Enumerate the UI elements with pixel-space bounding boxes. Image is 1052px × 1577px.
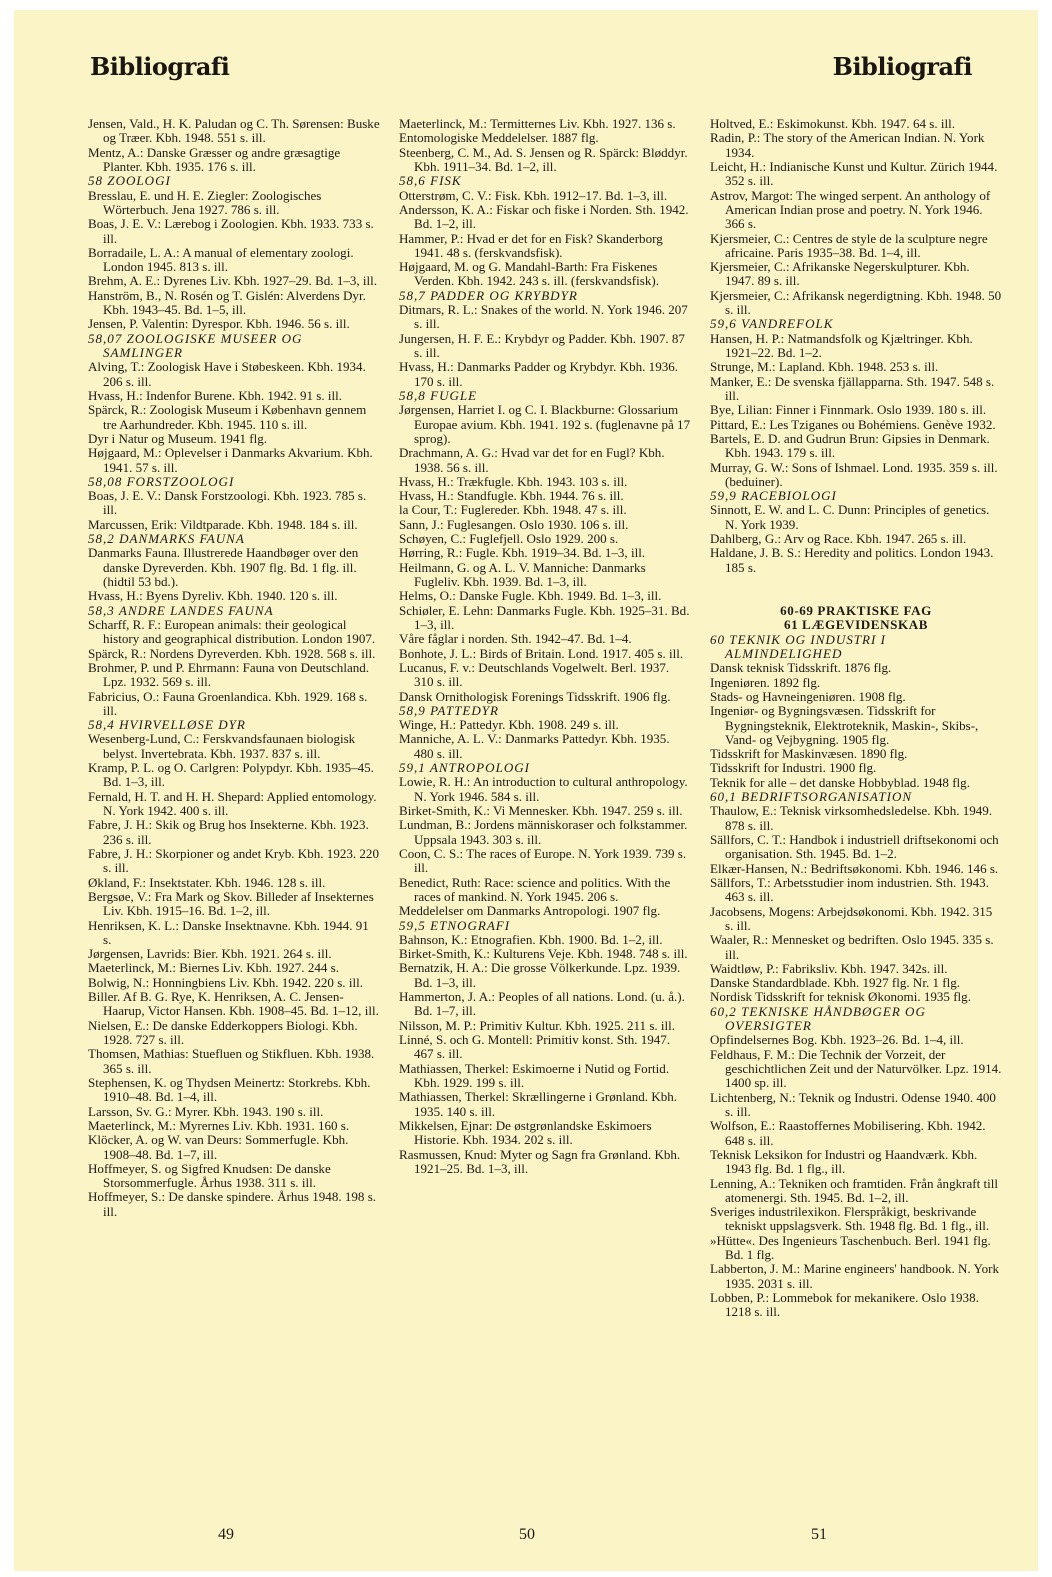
- bibliography-entry: Radin, P.: The story of the American Indian. N. York 1934.: [710, 130, 985, 160]
- section-heading: 58,3 ANDRE LANDES FAUNA: [88, 602, 274, 618]
- section-heading: 60 TEKNIK OG INDUSTRI I ALMINDELIGHED: [710, 631, 886, 661]
- bibliography-entry: Maeterlinck, M.: Termitternes Liv. Kbh. 1927. 136 s.: [399, 116, 676, 131]
- bibliography-entry: Lobben, P.: Lommebok for mekanikere. Oslo 1938. 1218 s. ill.: [710, 1290, 979, 1320]
- bibliography-entry: Borradaile, L. A.: A manual of elementary zoologi. London 1945. 813 s. ill.: [88, 244, 354, 275]
- bibliography-entry: Hammerton, J. A.: Peoples of all nations. Lond. (u. å.). Bd. 1–7, ill.: [399, 989, 685, 1019]
- section-heading: 58 ZOOLOGI: [88, 173, 171, 189]
- bibliography-entry: Nordisk Tidsskrift for teknisk Økonomi. 1935 flg.: [710, 989, 971, 1005]
- bibliography-entry: Linné, S. och G. Montell: Primitiv konst. Sth. 1947. 467 s. ill.: [399, 1032, 671, 1062]
- bibliography-entry: Hanström, B., N. Rosén og T. Gislén: Alverdens Dyr. Kbh. 1943–45. Bd. 1–5, ill.: [88, 287, 366, 318]
- column-right: [710, 117, 1002, 1512]
- bibliography-entry: Sann, J.: Fuglesangen. Oslo 1930. 106 s. ill.: [399, 516, 629, 532]
- bibliography-entry: Hansen, H. P.: Natmandsfolk og Kjæltringer. Kbh. 1921–22. Bd. 1–2.: [710, 330, 973, 360]
- bibliography-entry: Andersson, K. A.: Fiskar och fiske i Norden. Sth. 1942. Bd. 1–2, ill.: [399, 201, 689, 232]
- bibliography-entry: Manker, E.: De svenska fjällapparna. Sth. 1947. 548 s. ill.: [710, 373, 995, 403]
- bibliography-entry: Bartels, E. D. and Gudrun Brun: Gipsies in Denmark. Kbh. 1943. 179 s. ill.: [710, 430, 990, 461]
- bibliography-entry: Jensen, P. Valentin: Dyrespor. Kbh. 1946. 56 s. ill.: [88, 316, 350, 332]
- section-heading: 58,08 FORSTZOOLOGI: [88, 473, 235, 489]
- bibliography-entry: Fabre, J. H.: Skorpioner og andet Kryb. Kbh. 1923. 220 s. ill.: [88, 845, 379, 876]
- section-heading: 58,2 DANMARKS FAUNA: [88, 531, 245, 547]
- section-heading: 59,6 VANDREFOLK: [710, 316, 834, 332]
- bibliography-entry: Klöcker, A. og W. van Deurs: Sommerfugle. Kbh. 1908–48. Bd. 1–7, ill.: [88, 1132, 349, 1162]
- section-heading: 60,2 TEKNISKE HÅNDBØGER OG OVERSIGTER: [710, 1003, 926, 1034]
- bibliography-entry: Sällfors, C. T.: Handbok i industriell driftsekonomi och organisation. Sth. 1945. Bd. 1–2.: [710, 832, 999, 862]
- bibliography-entry: Hammer, P.: Hvad er det for en Fisk? Skanderborg 1941. 48 s. (ferskvandsfisk).: [399, 230, 663, 260]
- bibliography-entry: Henriksen, K. L.: Danske Insektnavne. Kbh. 1944. 91 s.: [88, 917, 369, 947]
- bibliography-entry: Larsson, Sv. G.: Myrer. Kbh. 1943. 190 s. ill.: [88, 1103, 324, 1119]
- bibliography-entry: Maeterlinck, M.: Biernes Liv. Kbh. 1927. 244 s.: [88, 960, 339, 976]
- bibliography-entry: Tidsskrift for Maskinvæsen. 1890 flg.: [710, 746, 908, 762]
- bibliography-entry: Waidtløw, P.: Fabriksliv. Kbh. 1947. 342s. ill.: [710, 960, 948, 976]
- bibliography-entry: Brehm, A. E.: Dyrenes Liv. Kbh. 1927–29. Bd. 1–3, ill.: [88, 273, 378, 289]
- bibliography-entry: Nilsson, M. P.: Primitiv Kultur. Kbh. 1925. 211 s. ill.: [399, 1017, 676, 1033]
- bibliography-entry: Bergsøe, V.: Fra Mark og Skov. Billeder af Insekternes Liv. Kbh. 1915–16. Bd. 1–2, ill.: [88, 888, 374, 919]
- bibliography-entry: Mentz, A.: Danske Græsser og andre græsagtige Planter. Kbh. 1935. 176 s. ill.: [88, 144, 341, 174]
- bibliography-entry: Rasmussen, Knud: Myter og Sagn fra Grønland. Kbh. 1921–25. Bd. 1–3, ill.: [399, 1146, 681, 1176]
- bibliography-entry: Benedict, Ruth: Race: science and politics. With the races of mankind. N. York 1945. 206 s.: [399, 874, 671, 904]
- bibliography-entry: Birket-Smith, K.: Kulturens Veje. Kbh. 1948. 748 s. ill.: [399, 946, 688, 962]
- section-heading: 58,7 PADDER OG KRYBDYR: [399, 287, 578, 303]
- column-left: [88, 117, 380, 1512]
- column-middle: [399, 117, 691, 1512]
- bibliography-entry: Maeterlinck, M.: Myrernes Liv. Kbh. 1931. 160 s.: [88, 1117, 350, 1133]
- section-heading: 58,6 FISK: [399, 173, 462, 189]
- bibliography-entry: Thomsen, Mathias: Stuefluen og Stikfluen. Kbh. 1938. 365 s. ill.: [88, 1046, 375, 1076]
- bibliography-entry: Kramp, P. L. og O. Carlgren: Polypdyr. Kbh. 1935–45. Bd. 1–3, ill.: [88, 760, 374, 790]
- book-page-spread: [14, 10, 1038, 1571]
- bibliography-entry: Lundman, B.: Jordens människoraser och folkstammer. Uppsala 1943. 303 s. ill.: [399, 817, 688, 847]
- bibliography-entry: Tidsskrift for Industri. 1900 flg.: [710, 760, 877, 776]
- bibliography-entry: Schiøler, E. Lehn: Danmarks Fugle. Kbh. 1925–31. Bd. 1–3, ill.: [399, 602, 690, 632]
- bibliography-entry: la Cour, T.: Fuglereder. Kbh. 1948. 47 s. ill.: [399, 502, 627, 518]
- bibliography-entry: Fabricius, O.: Fauna Groenlandica. Kbh. 1929. 168 s. ill.: [88, 688, 368, 718]
- bibliography-entry: Lenning, A.: Tekniken och framtiden. Från ångkraft till atomenergi. Sth. 1945. Bd. 1–2, ill.: [710, 1175, 998, 1205]
- bibliography-entry: Opfindelsernes Bog. Kbh. 1923–26. Bd. 1–4, ill.: [710, 1032, 964, 1048]
- bibliography-entry: Ditmars, R. L.: Snakes of the world. N. York 1946. 207 s. ill.: [399, 302, 688, 332]
- bibliography-entry: Nielsen, E.: De danske Edderkoppers Biologi. Kbh. 1928. 727 s. ill.: [88, 1017, 358, 1047]
- bibliography-entry: Danmarks Fauna. Illustrerede Haandbøger over den danske Dyreverden. Kbh. 1907 flg. Bd. 1 flg. ill. (hidtil 53 bd.).: [88, 545, 359, 589]
- bibliography-entry: Kjersmeier, C.: Afrikansk negerdigtning. Kbh. 1948. 50 s. ill.: [710, 287, 1002, 318]
- bibliography-entry: Thaulow, E.: Teknisk virksomhedsledelse. Kbh. 1949. 878 s. ill.: [710, 803, 993, 833]
- bibliography-entry: Alving, T.: Zoologisk Have i Støbeskeen. Kbh. 1934. 206 s. ill.: [88, 359, 366, 389]
- section-heading: 60,1 BEDRIFTSORGANISATION: [710, 789, 913, 805]
- bibliography-entry: Manniche, A. L. V.: Danmarks Pattedyr. Kbh. 1935. 480 s. ill.: [399, 731, 670, 761]
- bibliography-entry: Spärck, R.: Nordens Dyreverden. Kbh. 1928. 568 s. ill.: [88, 645, 376, 661]
- bibliography-entry: Bresslau, E. und H. E. Ziegler: Zoologisches Wörterbuch. Jena 1927. 786 s. ill.: [88, 187, 322, 217]
- bibliography-entry: Dansk teknisk Tidsskrift. 1876 flg.: [710, 660, 892, 676]
- bibliography-entry: »Hütte«. Des Ingenieurs Taschenbuch. Berl. 1941 flg. Bd. 1 flg.: [710, 1232, 991, 1263]
- bibliography-entry: Mathiassen, Therkel: Eskimoerne i Nutid og Fortid. Kbh. 1929. 199 s. ill.: [399, 1060, 670, 1090]
- bibliography-entry: Bonhote, J. L.: Birds of Britain. Lond. 1917. 405 s. ill.: [399, 645, 684, 661]
- bibliography-entry: Kjersmeier, C.: Centres de style de la sculpture negre africaine. Paris 1935–38. Bd. 1–4, ill.: [710, 230, 988, 260]
- page-number-middle: 50: [519, 1526, 535, 1543]
- bibliography-entry: Dahlberg, G.: Arv og Race. Kbh. 1947. 265 s. ill.: [710, 531, 967, 547]
- bibliography-entry: Lucanus, F. v.: Deutschlands Vogelwelt. Berl. 1937. 310 s. ill.: [399, 659, 670, 690]
- bibliography-entry: Hvass, H.: Indenfor Burene. Kbh. 1942. 91 s. ill.: [88, 387, 343, 403]
- bibliography-entry: Lichtenberg, N.: Teknik og Industri. Odense 1940. 400 s. ill.: [710, 1089, 996, 1119]
- bibliography-entry: Spärck, R.: Zoologisk Museum i København gennem tre Aarhundreder. Kbh. 1945. 110 s. ill.: [88, 402, 367, 432]
- bibliography-entry: Økland, F.: Insektstater. Kbh. 1946. 128 s. ill.: [88, 874, 326, 890]
- bibliography-entry: Stads- og Havneingeniøren. 1908 flg.: [710, 688, 906, 704]
- bibliography-entry: Entomologiske Meddelelser. 1887 flg.: [399, 130, 599, 146]
- section-heading: 58,8 FUGLE: [399, 387, 478, 403]
- running-header-left: Bibliografi: [90, 52, 230, 81]
- bibliography-entry: Sveriges industrilexikon. Flerspråkigt, beskrivande tekniskt uppslagsverk. Sth. 1948 flg. Bd. 1 flg., ill.: [710, 1204, 990, 1234]
- bibliography-entry: Hvass, H.: Trækfugle. Kbh. 1943. 103 s. ill.: [399, 473, 628, 489]
- bibliography-entry: Hvass, H.: Byens Dyreliv. Kbh. 1940. 120 s. ill.: [88, 588, 338, 604]
- bibliography-entry: Meddelelser om Danmarks Antropologi. 1907 flg.: [399, 903, 661, 919]
- bibliography-entry: Haldane, J. B. S.: Heredity and politics. London 1943. 185 s.: [710, 545, 994, 575]
- bibliography-entry: Boas, J. E. V.: Dansk Forstzoologi. Kbh. 1923. 785 s. ill.: [88, 488, 367, 518]
- bibliography-entry: Coon, C. S.: The races of Europe. N. York 1939. 739 s. ill.: [399, 845, 687, 876]
- bibliography-entry: Hvass, H.: Danmarks Padder og Krybdyr. Kbh. 1936. 170 s. ill.: [399, 359, 679, 389]
- bibliography-entry: Fabre, J. H.: Skik og Brug hos Insekterne. Kbh. 1923. 236 s. ill.: [88, 817, 369, 847]
- section-heading: 59,1 ANTROPOLOGI: [399, 760, 531, 776]
- bibliography-entry: Fernald, H. T. and H. H. Shepard: Applied entomology. N. York 1942. 400 s. ill.: [88, 788, 377, 818]
- bibliography-entry: Boas, J. E. V.: Lærebog i Zoologien. Kbh. 1933. 733 s. ill.: [88, 216, 374, 246]
- page-number-left: 49: [218, 1526, 234, 1543]
- bibliography-entry: Labberton, J. M.: Marine engineers' handbook. N. York 1935. 2031 s. ill.: [710, 1261, 999, 1291]
- bibliography-entry: Stephensen, K. og Thydsen Meinertz: Storkrebs. Kbh. 1910–48. Bd. 1–4, ill.: [88, 1074, 371, 1105]
- bibliography-entry: Højgaard, M. og G. Mandahl-Barth: Fra Fiskenes Verden. Kbh. 1942. 243 s. ill. (ferskvandsfisk).: [399, 259, 659, 289]
- bibliography-entry: Leicht, H.: Indianische Kunst und Kultur. Zürich 1944. 352 s. ill.: [710, 158, 998, 189]
- bibliography-entry: Brohmer, P. und P. Ehrmann: Fauna von Deutschland. Lpz. 1932. 569 s. ill.: [88, 659, 370, 690]
- bibliography-entry: Bolwig, N.: Honningbiens Liv. Kbh. 1942. 220 s. ill.: [88, 974, 363, 990]
- division-heading: 60-69 PRAKTISKE FAG: [780, 603, 932, 618]
- bibliography-entry: Mathiassen, Therkel: Skrællingerne i Grønland. Kbh. 1935. 140 s. ill.: [399, 1089, 678, 1119]
- division-heading: 61 LÆGEVIDENSKAB: [783, 617, 929, 633]
- bibliography-entry: Højgaard, M.: Oplevelser i Danmarks Akvarium. Kbh. 1941. 57 s. ill.: [88, 445, 373, 475]
- bibliography-entry: Sällfors, T.: Arbetsstudier inom industrien. Sth. 1943. 463 s. ill.: [710, 874, 989, 905]
- bibliography-entry: Pittard, E.: Les Tziganes ou Bohémiens. Genève 1932.: [710, 416, 996, 432]
- bibliography-entry: Jensen, Vald., H. K. Paludan og C. Th. Sørensen: Buske og Træer. Kbh. 1948. 551 s. ill.: [88, 116, 380, 146]
- bibliography-entry: Holtved, E.: Eskimokunst. Kbh. 1947. 64 s. ill.: [710, 116, 955, 131]
- bibliography-entry: Murray, G. W.: Sons of Ishmael. Lond. 1935. 359 s. ill. (beduiner).: [710, 459, 998, 489]
- bibliography-entry: Marcussen, Erik: Vildtparade. Kbh. 1948. 184 s. ill.: [88, 516, 358, 532]
- bibliography-entry: Drachmann, A. G.: Hvad var det for en Fugl? Kbh. 1938. 56 s. ill.: [399, 445, 665, 475]
- bibliography-entry: Våre fåglar i norden. Sth. 1942–47. Bd. 1–4.: [399, 631, 632, 647]
- spacer: [710, 575, 1002, 604]
- bibliography-entry: Bahnson, K.: Etnografien. Kbh. 1900. Bd. 1–2, ill.: [399, 931, 663, 947]
- bibliography-entry: Hoffmeyer, S. og Sigfred Knudsen: De danske Storsommerfugle. Århus 1938. 311 s. ill.: [88, 1160, 331, 1191]
- bibliography-entry: Hørring, R.: Fugle. Kbh. 1919–34. Bd. 1–3, ill.: [399, 545, 646, 561]
- bibliography-entry: Winge, H.: Pattedyr. Kbh. 1908. 249 s. ill.: [399, 717, 619, 733]
- bibliography-entry: Jørgensen, Lavrids: Bier. Kbh. 1921. 264 s. ill.: [88, 946, 332, 962]
- bibliography-entry: Teknisk Leksikon for Industri og Haandværk. Kbh. 1943 flg. Bd. 1 flg., ill.: [710, 1146, 978, 1177]
- running-header-right: Bibliografi: [832, 52, 972, 81]
- section-heading: 58,4 HVIRVELLØSE DYR: [88, 717, 246, 733]
- section-heading: 59,9 RACEBIOLOGI: [710, 488, 837, 504]
- bibliography-entry: Helms, O.: Danske Fugle. Kbh. 1949. Bd. 1–3, ill.: [399, 588, 662, 604]
- bibliography-entry: Lowie, R. H.: An introduction to cultural anthropology. N. York 1946. 584 s. ill.: [399, 774, 688, 804]
- bibliography-entry: Elkær-Hansen, N.: Bedriftsøkonomi. Kbh. 1946. 146 s.: [710, 860, 999, 876]
- bibliography-entry: Steenberg, C. M., Ad. S. Jensen og R. Spärck: Bløddyr. Kbh. 1911–34. Bd. 1–2, ill.: [399, 144, 688, 174]
- bibliography-entry: Dansk Ornithologisk Forenings Tidsskrift. 1906 flg.: [399, 688, 671, 704]
- bibliography-entry: Ingeniøren. 1892 flg.: [710, 674, 821, 690]
- bibliography-entry: Strunge, M.: Lapland. Kbh. 1948. 253 s. ill.: [710, 359, 939, 375]
- bibliography-entry: Wesenberg-Lund, C.: Ferskvandsfaunaen biologisk belyst. Invertebrata. Kbh. 1937. 837 s. ill.: [88, 731, 356, 761]
- bibliography-entry: Heilmann, G. og A. L. V. Manniche: Danmarks Fugleliv. Kbh. 1939. Bd. 1–3, ill.: [399, 559, 646, 589]
- bibliography-entry: Dyr i Natur og Museum. 1941 flg.: [88, 430, 268, 446]
- section-heading: 58,07 ZOOLOGISKE MUSEER OG SAMLINGER: [88, 330, 303, 360]
- bibliography-entry: Hvass, H.: Standfugle. Kbh. 1944. 76 s. ill.: [399, 488, 624, 504]
- bibliography-entry: Scharff, R. F.: European animals: their geological history and geographical distribution. London 1907.: [88, 616, 376, 647]
- bibliography-entry: Danske Standardblade. Kbh. 1927 flg. Nr. 1 flg.: [710, 975, 961, 991]
- bibliography-entry: Otterstrøm, C. V.: Fisk. Kbh. 1912–17. Bd. 1–3, ill.: [399, 187, 668, 203]
- bibliography-entry: Bernatzik, H. A.: Die grosse Völkerkunde. Lpz. 1939. Bd. 1–3, ill.: [399, 960, 681, 990]
- page-number-right: 51: [811, 1526, 827, 1543]
- bibliography-entry: Ingeniør- og Bygningsvæsen. Tidsskrift for Bygningsteknik, Elektroteknik, Maskin-, Skibs-, Vand- og Vejbygning. 1905 flg.: [710, 703, 979, 747]
- bibliography-entry: Jacobsens, Mogens: Arbejdsøkonomi. Kbh. 1942. 315 s. ill.: [710, 903, 993, 933]
- bibliography-entry: Jørgensen, Harriet I. og C. I. Blackburne: Glossarium Europae avium. Kbh. 1941. 192 s. (fuglenavne på 17 sprog).: [399, 402, 691, 446]
- bibliography-entry: Sinnott, E. W. and L. C. Dunn: Principles of genetics. N. York 1939.: [710, 502, 990, 532]
- bibliography-entry: Bye, Lilian: Finner i Finnmark. Oslo 1939. 180 s. ill.: [710, 402, 987, 418]
- bibliography-entry: Astrov, Margot: The winged serpent. An anthology of American Indian prose and poetry. N. York 1946. 366 s.: [710, 187, 991, 232]
- bibliography-entry: Hoffmeyer, S.: De danske spindere. Århus 1948. 198 s. ill.: [88, 1189, 377, 1219]
- bibliography-entry: Kjersmeier, C.: Afrikanske Negerskulpturer. Kbh. 1947. 89 s. ill.: [710, 259, 970, 289]
- bibliography-entry: Schøyen, C.: Fuglefjell. Oslo 1929. 200 s.: [399, 531, 619, 547]
- bibliography-entry: Waaler, R.: Mennesket og bedriften. Oslo 1945. 335 s. ill.: [710, 932, 994, 962]
- bibliography-entry: Wolfson, E.: Raastoffernes Mobilisering. Kbh. 1942. 648 s. ill.: [710, 1118, 986, 1148]
- bibliography-entry: Mikkelsen, Ejnar: De østgrønlandske Eskimoers Historie. Kbh. 1934. 202 s. ill.: [399, 1117, 652, 1148]
- bibliography-entry: Biller. Af B. G. Rye, K. Henriksen, A. C. Jensen-Haarup, Victor Hansen. Kbh. 1908–45. Bd. 1–12, ill.: [88, 989, 379, 1019]
- section-heading: 58,9 PATTEDYR: [399, 702, 499, 718]
- bibliography-entry: Teknik for alle – det danske Hobbyblad. 1948 flg.: [710, 774, 970, 790]
- bibliography-entry: Feldhaus, F. M.: Die Technik der Vorzeit, der geschichtlichen Zeit und der Naturvölker. Lpz. 1914. 1400 sp. ill.: [710, 1046, 1002, 1091]
- section-heading: 59,5 ETNOGRAFI: [399, 917, 511, 933]
- bibliography-entry: Birket-Smith, K.: Vi Mennesker. Kbh. 1947. 259 s. ill.: [399, 803, 683, 818]
- bibliography-entry: Jungersen, H. F. E.: Krybdyr og Padder. Kbh. 1907. 87 s. ill.: [399, 330, 685, 360]
